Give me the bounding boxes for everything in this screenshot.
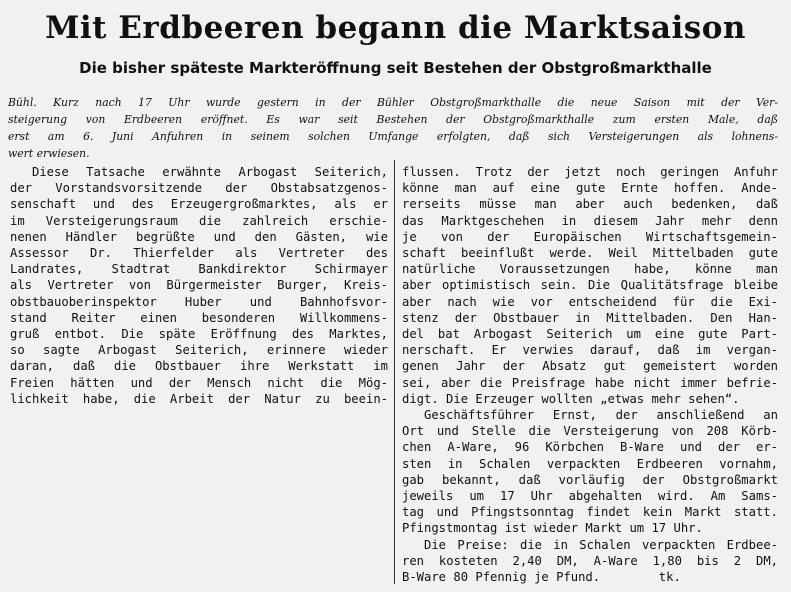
text-line: Die Preise: die in Schalen verpackten Erdbee- [424, 537, 778, 552]
text-line: ren kosteten 2,40 DM, A-Ware 1,80 bis 2 DM, [402, 553, 778, 568]
lead-paragraph [8, 94, 778, 162]
text-line: schaft beeinflußt werde. Weil Mittelbaden gute [402, 246, 778, 261]
text-line: rerseits müsse man aber auch bedenken, daß [402, 197, 778, 212]
text-line: könne man auf eine gute Ernte hoffen. Ande- [402, 181, 778, 196]
article-column-right [402, 164, 778, 585]
text-line: nerschaft. Er verwies darauf, daß im vergan- [402, 343, 778, 358]
headline: Mit Erdbeeren begann die Marktsaison [45, 10, 746, 46]
lead-line: erst am 6. Juni Anfuhren in seinem solchen Umfange erfolgten, daß sich Versteigerungen als lohnens- [8, 130, 778, 143]
text-line: aber optimistisch sein. Die Qualitätsfrage bleibe [402, 278, 778, 293]
text-line: genen Jahr der Absatz gut gemeistert worden [402, 359, 778, 374]
text-line: je von der Europäischen Wirtschaftsgemein- [402, 229, 778, 244]
text-line: Landrates, Stadtrat Bankdirektor Schirmayer [10, 262, 388, 277]
text-line: stand Reiter einen besonderen Willkommens- [10, 310, 388, 325]
column-divider [394, 160, 395, 584]
text-line: Diese Tatsache erwähnte Arbogast Seiterich, [32, 165, 388, 179]
text-line: als Vertreter von Bürgermeister Burger, Kreis- [10, 278, 388, 293]
text-line: so sagte Arbogast Seiterich, erinnere wieder [10, 343, 388, 358]
text-line: natürliche Voraussetzungen habe, könne man [402, 262, 778, 277]
text-line: gab bekannt, daß vorläufig der Obstgroßmarkt [402, 472, 778, 487]
text-line: B-Ware 80 Pfennig je Pfund. tk. [402, 570, 681, 585]
text-line: lichkeit habe, die Arbeit der Natur zu beein- [10, 391, 388, 406]
text-line: obstbauoberinspektor Huber und Bahnhofsvor- [10, 294, 388, 309]
text-line: im Versteigerungsraum die zahlreich erschie- [10, 213, 388, 228]
text-line: Geschäftsführer Ernst, der anschließend an [424, 408, 778, 423]
text-line: Ort und Stelle die Versteigerung von 208 Körb- [402, 424, 778, 439]
text-line: chen A-Ware, 96 Körbchen B-Ware und der er- [402, 440, 778, 455]
text-line: tag und Pfingstsonntag findet kein Markt statt. [402, 505, 778, 520]
text-line: jeweils um 17 Uhr abgehalten wird. Am Sams- [402, 489, 778, 504]
text-line: der Vorstandsvorsitzende der Obstabsatzgenos- [10, 181, 388, 196]
text-line: digt. Die Erzeuger wollten „etwas mehr sehen“. [402, 391, 740, 406]
text-line: Pfingstmontag ist wieder Markt um 17 Uhr. [402, 521, 703, 536]
text-line: aber nach wie vor entscheidend für die Exi- [402, 294, 778, 309]
text-line: flussen. Trotz der jetzt noch geringen Anfuhr [402, 165, 778, 179]
text-line: senschaft und des Erzeugergroßmarktes, als er [10, 197, 388, 212]
text-line: daran, daß die Obstbauer ihre Werkstatt im [10, 359, 388, 374]
article-column-left [10, 164, 388, 407]
text-line: nenen Händler begrüßte und den Gästen, wie [10, 229, 388, 244]
text-line: Assessor Dr. Thierfelder als Vertreter des [10, 246, 388, 261]
text-line: gruß entbot. Die späte Eröffnung des Marktes, [10, 327, 388, 342]
subheadline: Die bisher späteste Markteröffnung seit Bestehen der Obstgroßmarkthalle [79, 59, 712, 77]
lead-line: wert erwiesen. [8, 147, 90, 160]
lead-line: steigerung von Erdbeeren eröffnet. Es war seit Bestehen der Obstgroßmarkthalle zum ersten Male, daß [8, 113, 778, 126]
text-line: das Marktgeschehen in diesem Jahr mehr denn [402, 213, 778, 228]
text-line: del bat Arbogast Seiterich um eine gute Part- [402, 327, 778, 342]
lead-line: Bühl. Kurz nach 17 Uhr wurde gestern in der Bühler Obstgroßmarkthalle die neue Saison mit der Ver- [8, 96, 778, 109]
text-line: stenz der Obstbauer in Mittelbaden. Den Han- [402, 310, 778, 325]
text-line: sten in Schalen verpackten Erdbeeren vornahm, [402, 456, 778, 471]
text-line: sei, aber die Preisfrage habe nicht immer befrie- [402, 375, 778, 390]
text-line: Freien hätten und der Mensch nicht die Mög- [10, 375, 388, 390]
